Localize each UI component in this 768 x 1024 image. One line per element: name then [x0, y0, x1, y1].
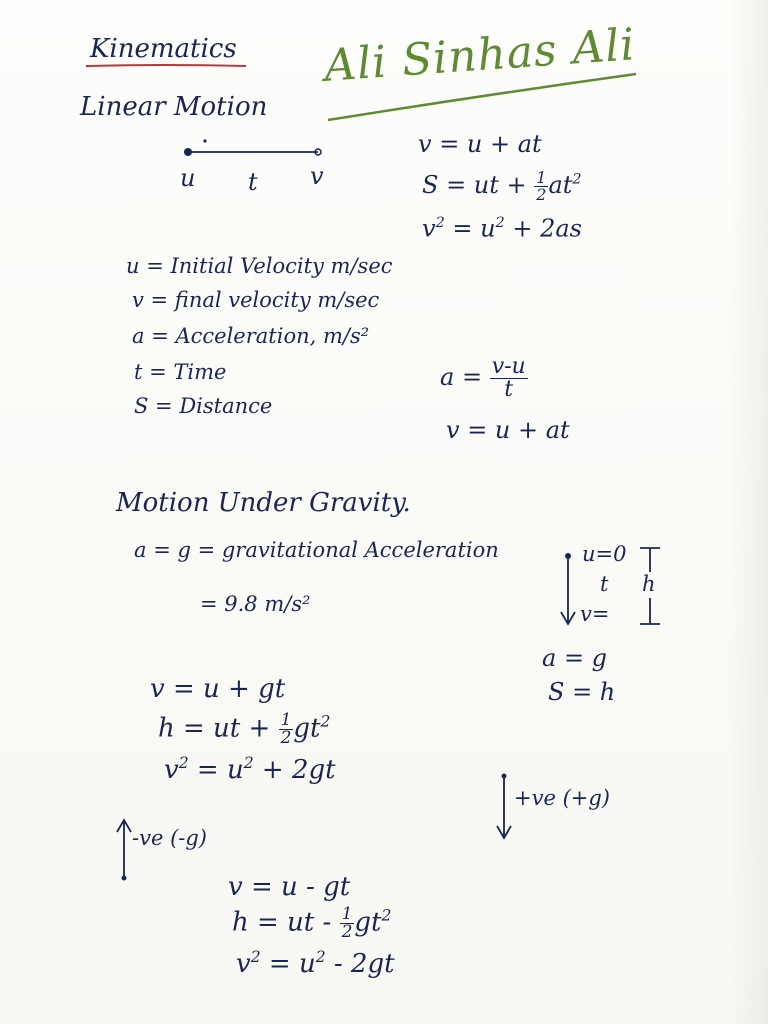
gravity-definition: a = g = gravitational Acceleration	[134, 538, 499, 562]
acceleration-formula: a = $\frac{v-u}{t}$	[440, 354, 526, 402]
diagram-label-time: t	[248, 168, 258, 196]
definition-distance: S = Distance	[134, 394, 273, 418]
gravity-equation-h: h = ut + $\frac{1}{2}$ $gt^2$	[158, 710, 331, 748]
signature-text: Ali Sinhas Ali	[322, 19, 637, 92]
upward-equation-v: v = u - gt	[228, 872, 351, 902]
upward-equation-h: h = ut - $\frac{1}{2}$ $gt^2$	[232, 904, 392, 942]
free-fall-distance: S = h	[548, 678, 616, 706]
free-fall-height: h	[642, 572, 656, 596]
downward-sign-label: +ve (+g)	[514, 786, 610, 810]
definition-initial-velocity: u = Initial Velocity m/sec	[126, 254, 393, 278]
gravity-equation-v: v = u + gt	[150, 674, 286, 704]
equation-v-squared: $v^2 = u^2 + 2as$	[422, 214, 582, 243]
diagram-label-initial: u	[180, 164, 196, 192]
free-fall-initial-velocity: u=0	[582, 542, 627, 566]
gravity-equation-v-squared: $v^2 = u^2 + 2gt$	[164, 754, 336, 786]
section-title-motion-under-gravity: Motion Under Gravity.	[116, 488, 411, 518]
equation-v-u-at: v = u + at	[418, 130, 542, 158]
acceleration-formula-result: v = u + at	[446, 416, 570, 444]
upward-sign-label: -ve (-g)	[132, 826, 207, 850]
upward-equation-v-squared: $v^2 = u^2 - 2gt$	[236, 948, 395, 980]
definition-final-velocity: v = final velocity m/sec	[132, 288, 380, 312]
diagram-label-final: v	[310, 162, 324, 190]
gravity-value: = 9.8 m/s²	[200, 592, 311, 616]
definition-acceleration: a = Acceleration, m/s²	[132, 324, 370, 348]
section-title-linear-motion: Linear Motion	[80, 92, 268, 122]
page-title: Kinematics	[90, 34, 237, 64]
free-fall-final-velocity: v=	[580, 602, 610, 626]
definition-time: t = Time	[134, 360, 227, 384]
free-fall-acceleration: a = g	[542, 644, 608, 672]
equation-s-ut: S = ut + $\frac{1}{2}$ $at^2$	[422, 168, 582, 204]
free-fall-time: t	[600, 572, 609, 596]
